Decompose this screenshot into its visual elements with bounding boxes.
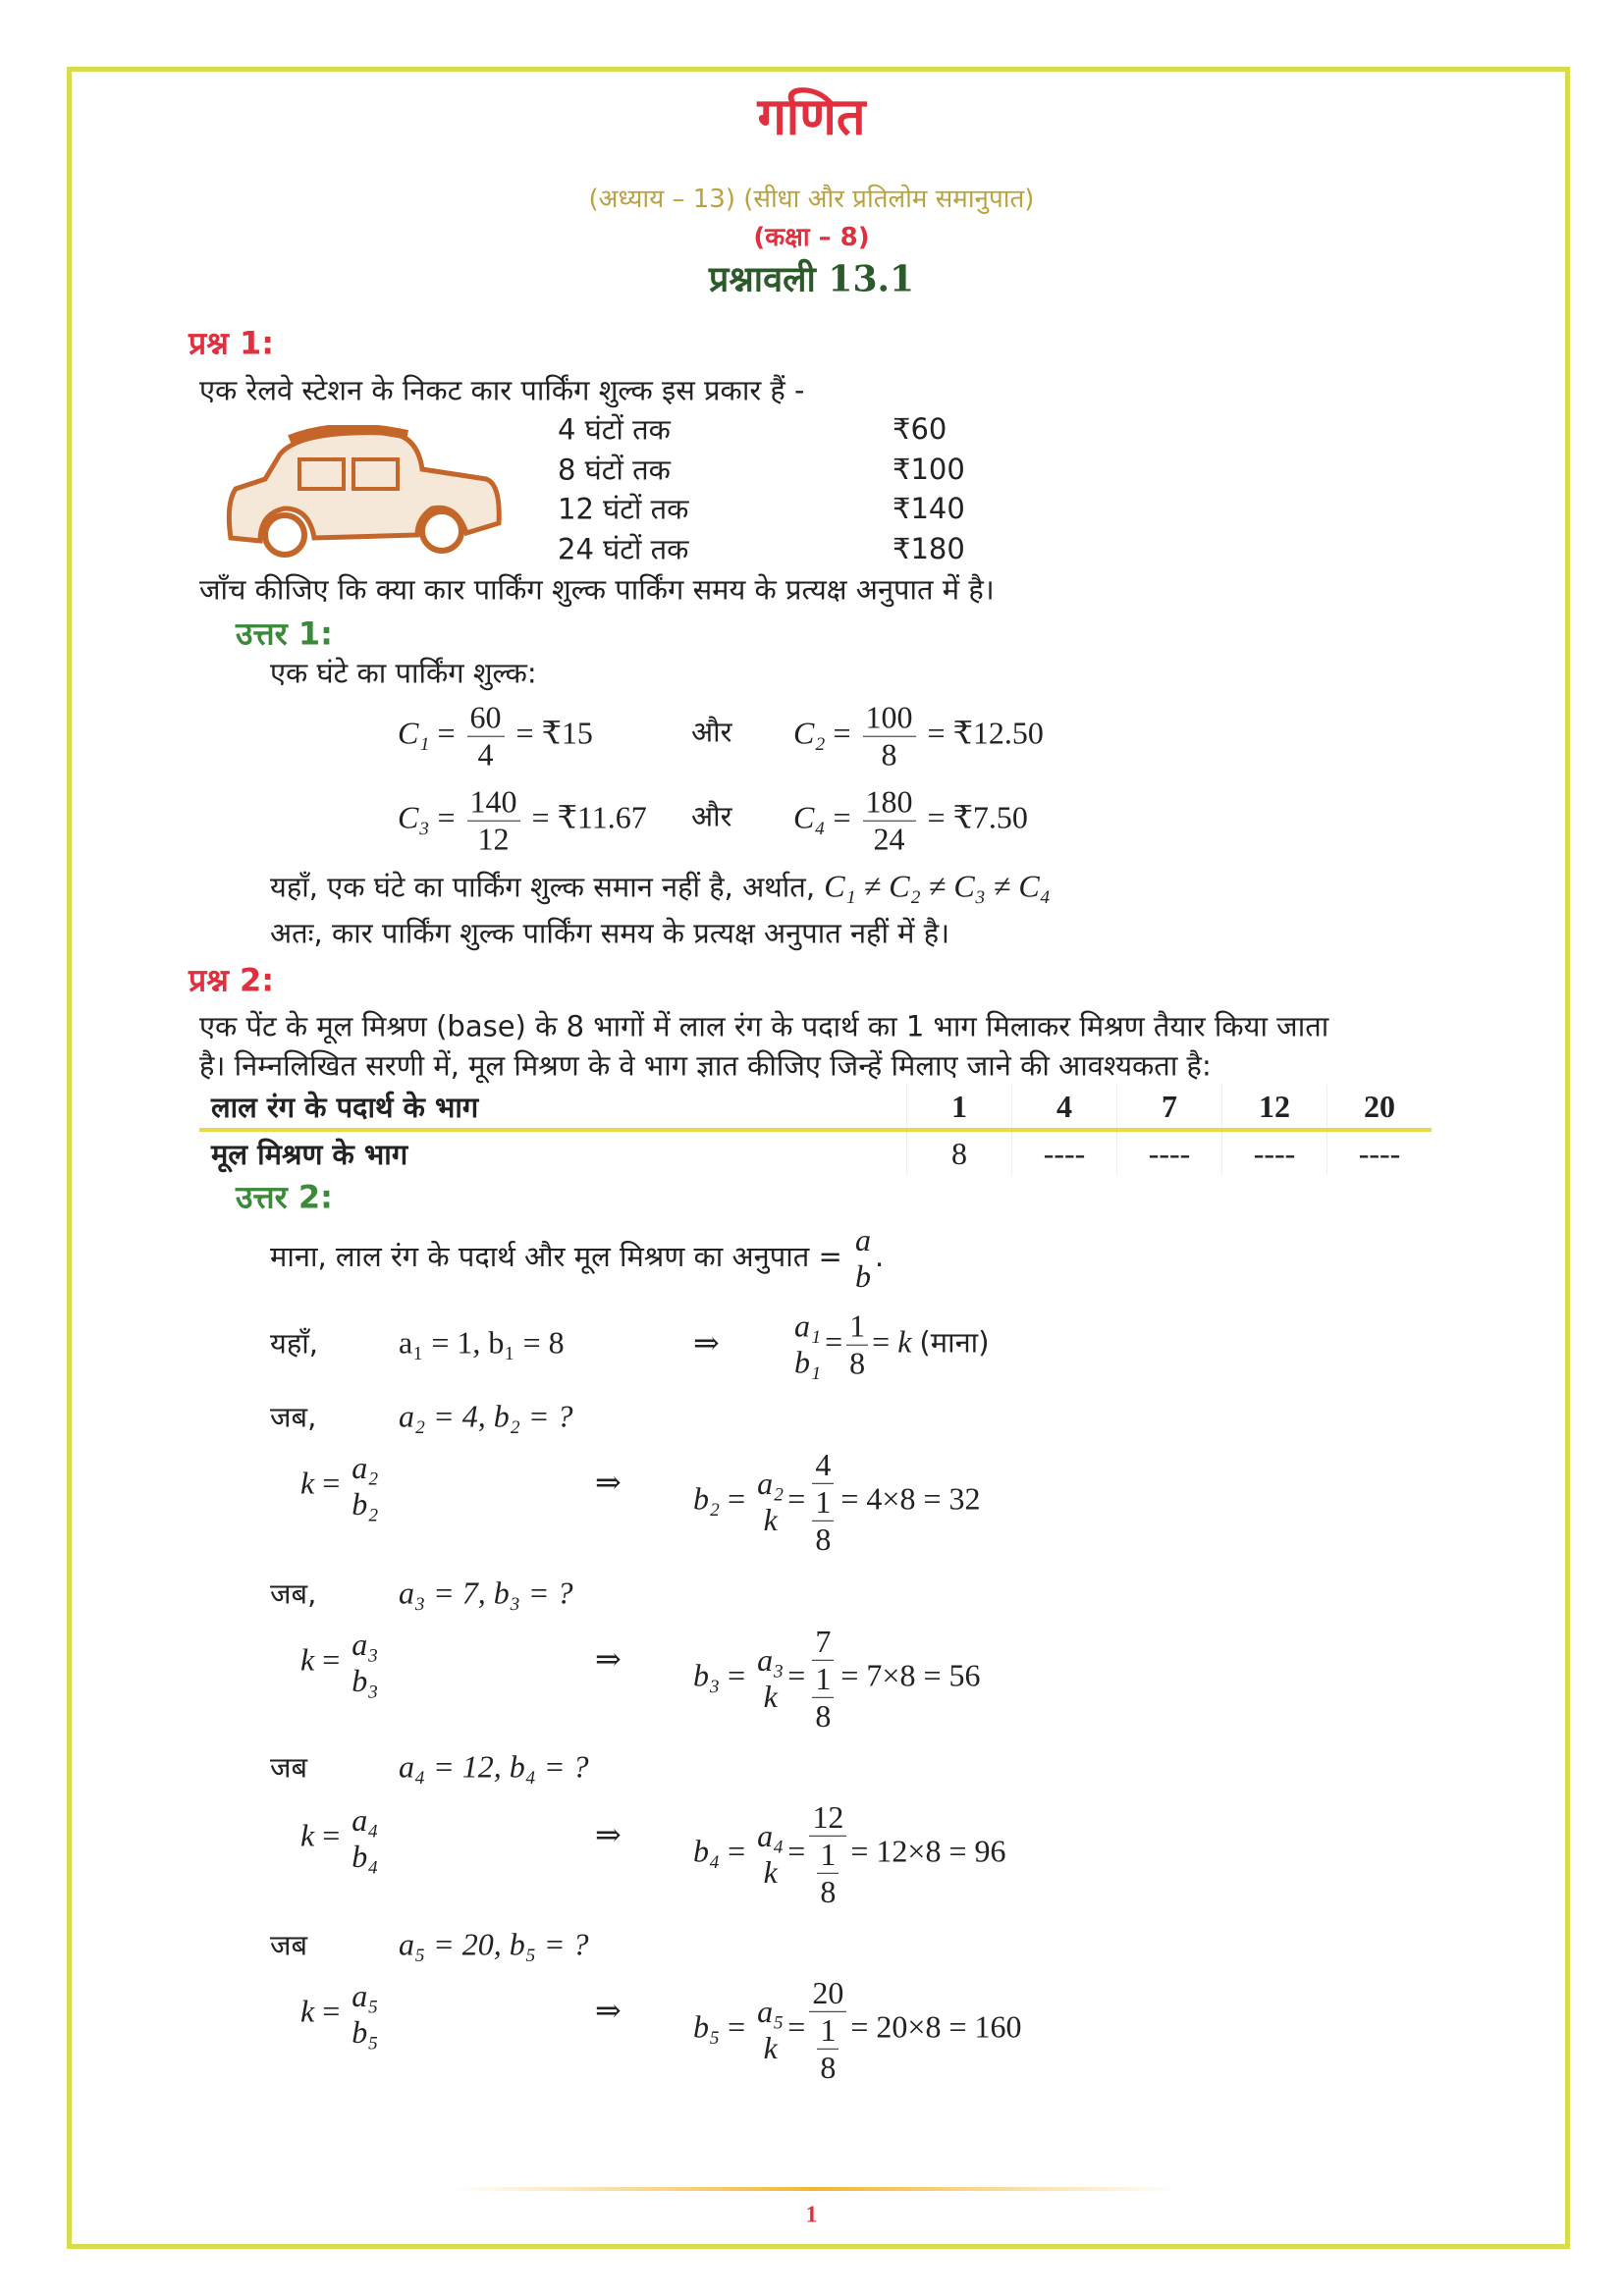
table-row [199,1130,1432,1175]
when-label: जब, [270,1400,317,1434]
parking-fee: ₹100 [893,453,965,486]
subject-title: गणित [757,87,866,147]
here-label: यहाँ, [270,1326,318,1361]
table-cell: 7 [1117,1085,1222,1130]
parking-fee: ₹180 [893,532,965,565]
table-cell: ---- [1222,1130,1327,1175]
constant-k-equation: a₁ b₁ = $\frac{1}{8}$ = k (माना) [794,1308,990,1381]
question-1-label: प्रश्न 1: [189,324,275,362]
step-given: a₄ = 12, b₄ = ? [399,1748,589,1785]
step-given: a₂ = 4, b₂ = ? [399,1398,573,1434]
implies-symbol: ⇒ [693,1325,720,1361]
class-label: (कक्षा – 8) [753,223,870,252]
question-2-label: प्रश्न 2: [189,961,275,999]
table-cell: 20 [1327,1085,1433,1130]
equation-c4: C₄ = $\frac{180}{24}$ = ₹7.50 [793,783,1028,857]
question-2-text-line1: एक पेंट के मूल मिश्रण (base) के 8 भागों में लाल रंग के पदार्थ का 1 भाग मिलाकर मिश्रण तैयार किया जाता [199,1009,1329,1043]
parking-time: 4 घंटों तक [558,412,671,447]
table-cell: 4 [1012,1085,1117,1130]
k-ratio: k = a₂ b₂ [300,1450,379,1522]
when-label: जब [270,1928,308,1962]
page-number: 1 [805,2202,818,2228]
exercise-title: प्रश्नावली 13.1 [708,258,915,300]
implies-symbol: ⇒ [595,1993,622,2028]
question-1-ask: जाँच कीजिए कि क्या कार पार्किंग शुल्क पार्किंग समय के प्रत्यक्ष अनुपात में है। [199,572,995,607]
answer-1-label: उत्तर 1: [236,614,333,653]
answer-1-conclusion: अतः, कार पार्किंग शुल्क पार्किंग समय के प्रत्यक्ष अनुपात नहीं में है। [270,916,950,950]
answer-2-label: उत्तर 2: [236,1178,333,1216]
implies-symbol: ⇒ [595,1817,622,1852]
equation-c1: C₁ = $\frac{60}{4}$ = ₹15 [398,699,593,773]
table-cell: ---- [1012,1130,1117,1175]
parking-time: 24 घंटों तक [558,532,689,566]
answer-2-intro: माना, लाल रंग के पदार्थ और मूल मिश्रण का अनुपात = a b . [270,1222,885,1294]
table-cell: 12 [1222,1085,1327,1130]
table-cell: 1 [907,1085,1012,1130]
row-label: मूल मिश्रण के भाग [211,1137,408,1171]
parking-fee: ₹60 [893,412,947,446]
k-ratio: k = a₄ b₄ [300,1802,379,1874]
step-solution: b₂ = a₂ k = $\frac{4}{\frac{1}{8}}$ = 4×8 = 32 [693,1446,981,1557]
question-1-text: एक रेलवे स्टेशन के निकट कार पार्किंग शुल्क इस प्रकार हैं - [199,373,805,407]
question-2-text-line2: है। निम्नलिखित सरणी में, मूल मिश्रण के वे भाग ज्ञात कीजिए जिन्हें मिलाए जाने की आवश्यकता है: [199,1048,1212,1083]
step-solution: b₄ = a₄ k = $\frac{12}{\frac{1}{8}}$ = 12×8 = 96 [693,1798,1006,1909]
given-values: a₁ = 1, b₁ = 8 [399,1324,565,1361]
implies-symbol: ⇒ [595,1641,622,1677]
k-ratio: k = a₃ b₃ [300,1627,379,1698]
step-solution: b₅ = a₅ k = $\frac{20}{\frac{1}{8}}$ = 20×8 = 160 [693,1974,1022,2085]
answer-1-intro: एक घंटे का पार्किंग शुल्क: [270,656,537,690]
row-label: लाल रंग के पदार्थ के भाग [199,1085,907,1130]
parking-time: 12 घंटों तक [558,492,689,526]
table-cell: 8 [907,1130,1012,1175]
equation-c3: C₃ = $\frac{140}{12}$ = ₹11.67 [398,783,647,857]
and-word: और [691,799,732,833]
when-label: जब [270,1750,308,1785]
step-given: a₃ = 7, b₃ = ? [399,1575,573,1611]
and-word: और [691,715,732,749]
footer-divider [452,2187,1178,2191]
chapter-subtitle: (अध्याय – 13) (सीधा और प्रतिलोम समानुपात) [588,185,1035,214]
table-cell: ---- [1327,1130,1433,1175]
step-given: a₅ = 20, b₅ = ? [399,1926,589,1962]
car-illustration [221,425,509,558]
when-label: जब, [270,1576,317,1611]
parking-fee: ₹140 [893,492,965,525]
implies-symbol: ⇒ [595,1465,622,1500]
step-solution: b₃ = a₃ k = $\frac{7}{\frac{1}{8}}$ = 7×8 = 56 [693,1623,981,1734]
table-cell: ---- [1117,1130,1222,1175]
k-ratio: k = a₅ b₅ [300,1978,379,2050]
answer-1-observation: यहाँ, एक घंटे का पार्किंग शुल्क समान नहीं है, अर्थात, C₁ ≠ C₂ ≠ C₃ ≠ C₄ [270,868,1051,904]
table-row [199,1085,1432,1130]
equation-c2: C₂ = $\frac{100}{8}$ = ₹12.50 [793,699,1044,773]
parking-time: 8 घंटों तक [558,453,671,487]
mixture-table [199,1085,1432,1175]
